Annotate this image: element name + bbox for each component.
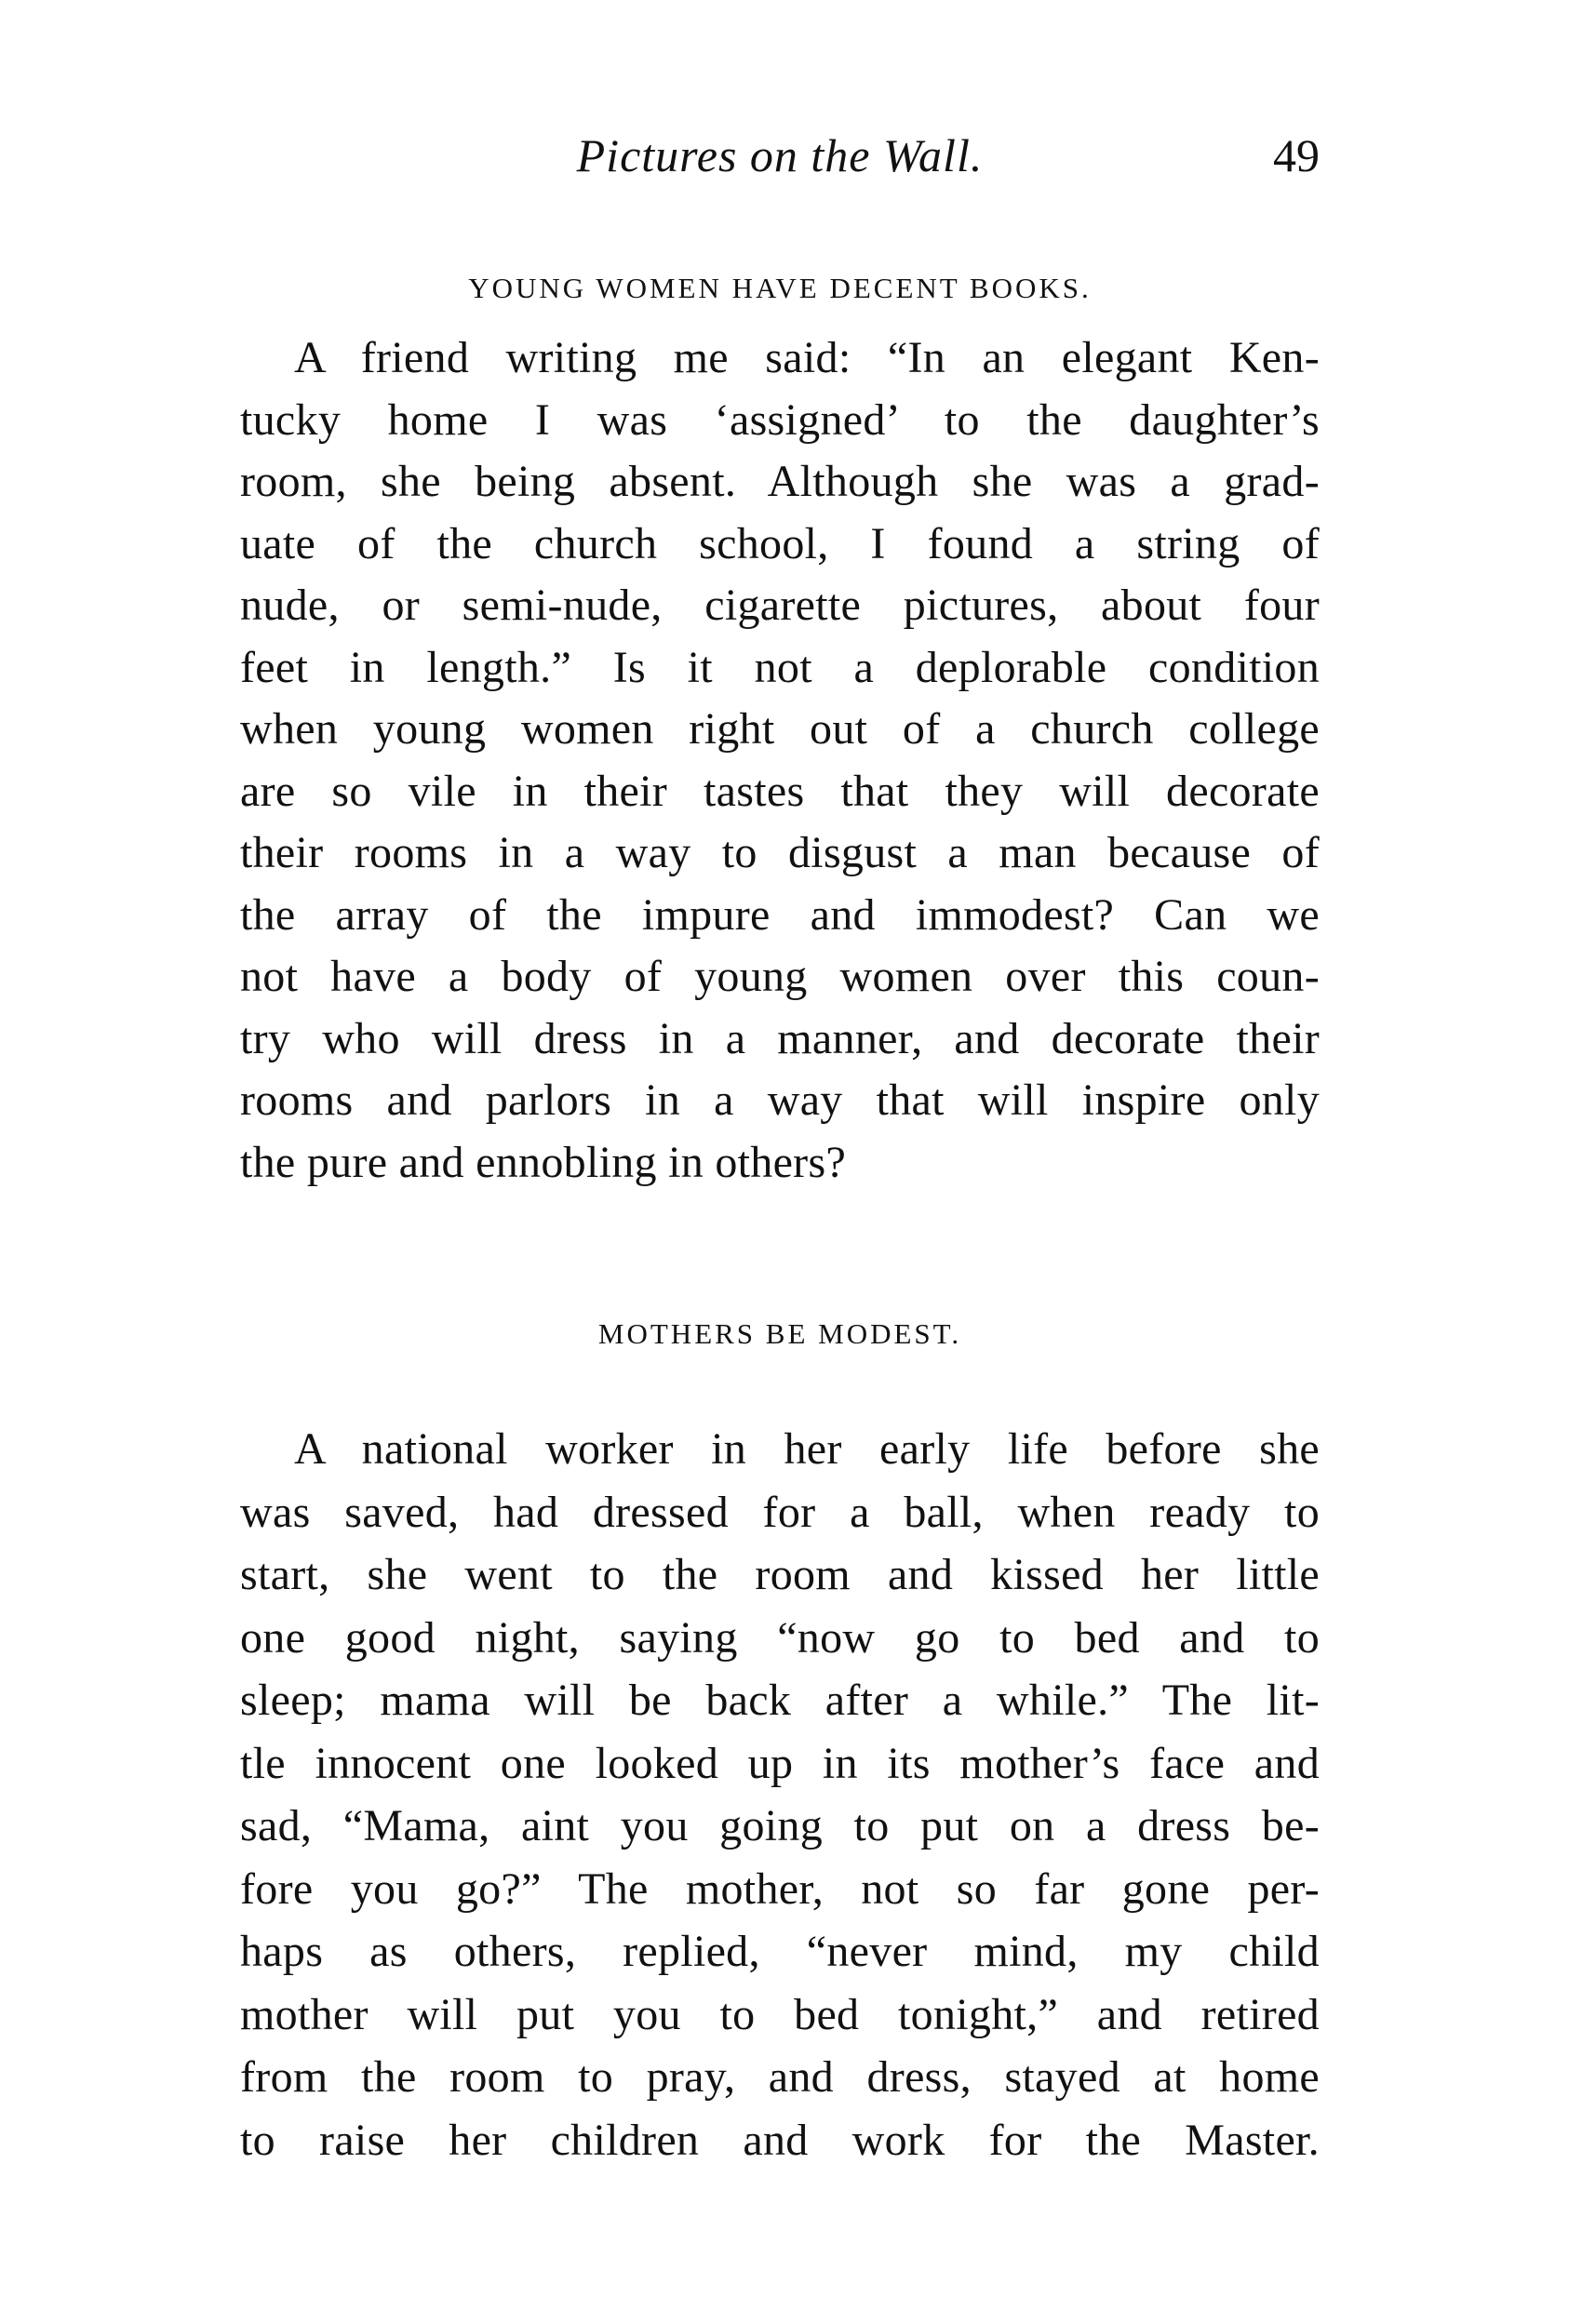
text-line: tle innocent one looked up in its mother’s face and xyxy=(240,1738,1320,1788)
paragraph-mothers xyxy=(240,1419,1320,2172)
text-line: are so vile in their tastes that they will decorate xyxy=(240,766,1320,816)
text-line: not have a body of young women over this coun- xyxy=(240,952,1320,1001)
paragraph-young-women xyxy=(240,327,1320,1194)
text-line: the pure and ennobling in others? xyxy=(240,1137,847,1187)
text-line: sleep; mama will be back after a while.” The lit- xyxy=(240,1676,1320,1725)
text-line: haps as others, replied, “never mind, my child xyxy=(240,1927,1320,1976)
text-line: mother will put you to bed tonight,” and retired xyxy=(240,1989,1320,2039)
text-line: to raise her children and work for the Master. xyxy=(240,2115,1320,2165)
text-line: from the room to pray, and dress, stayed at home xyxy=(240,2052,1320,2102)
text-line: A friend writing me said: “In an elegant Ken- xyxy=(294,333,1320,382)
text-line: when young women right out of a church college xyxy=(240,704,1320,754)
text-line: nude, or semi-nude, cigarette pictures, about four xyxy=(240,581,1320,630)
text-line: fore you go?” The mother, not so far gone per- xyxy=(240,1863,1320,1914)
text-line: feet in length.” Is it not a deplorable condition xyxy=(240,642,1320,692)
running-title: Pictures on the Wall. xyxy=(576,129,984,181)
text-line: room, she being absent. Although she was a grad- xyxy=(240,457,1320,506)
text-line: was saved, had dressed for a ball, when ready to xyxy=(240,1487,1320,1537)
running-head xyxy=(240,128,1320,194)
text-line: the array of the impure and immodest? Can we xyxy=(240,889,1320,940)
section-heading-young-women: YOUNG WOMEN HAVE DECENT BOOKS. xyxy=(468,272,1092,304)
text-line: their rooms in a way to disgust a man because of xyxy=(240,828,1320,877)
text-line: sad, “Mama, aint you going to put on a dress be- xyxy=(240,1801,1320,1850)
section-heading-mothers: MOTHERS BE MODEST. xyxy=(597,1317,962,1350)
text-line: tucky home I was ‘assigned’ to the daughter’s xyxy=(240,394,1320,445)
text-line: start, she went to the room and kissed her little xyxy=(240,1550,1320,1599)
text-line: A national worker in her early life before she xyxy=(294,1424,1320,1474)
text-line: one good night, saying “now go to bed and to xyxy=(240,1612,1320,1663)
text-line: rooms and parlors in a way that will inspire only xyxy=(240,1075,1320,1125)
text-line: uate of the church school, I found a string of xyxy=(240,518,1320,568)
page-number: 49 xyxy=(1273,129,1320,181)
text-line: try who will dress in a manner, and decorate their xyxy=(240,1013,1320,1063)
